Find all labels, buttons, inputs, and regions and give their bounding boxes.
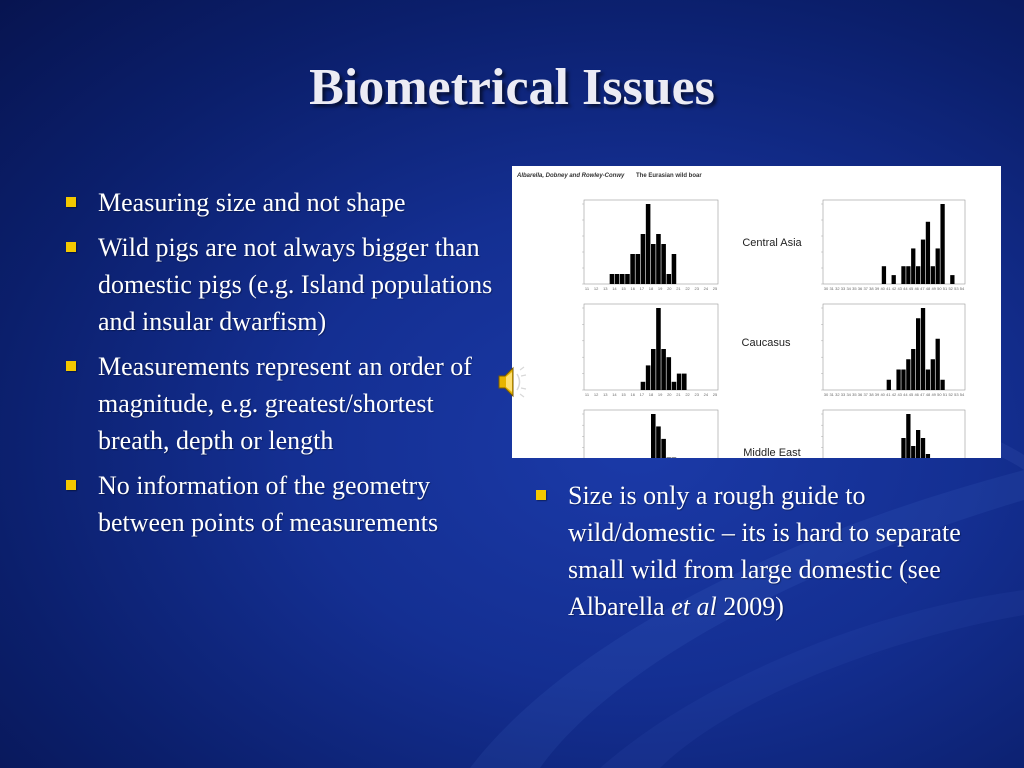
bullet-text-italic: et al <box>671 592 717 621</box>
bullet-item <box>530 477 970 625</box>
x-tick-label: 19 <box>657 286 663 291</box>
square-bullet-icon <box>66 197 76 207</box>
histogram-bar <box>916 266 920 284</box>
histogram-bar <box>916 430 920 458</box>
panel-frame <box>823 304 965 390</box>
histogram-bar <box>887 380 891 390</box>
x-tick-label: 39 <box>874 286 880 291</box>
x-tick-label: 38 <box>869 392 874 397</box>
x-tick-label: 50 <box>937 392 942 397</box>
x-tick-label: 44 <box>903 286 908 291</box>
x-tick-label: 13 <box>603 392 608 397</box>
x-tick-label: 35 <box>852 286 857 291</box>
histogram-panel-central-asia-right <box>821 200 965 291</box>
bullet-text: Measurements represent an order of magnitude, e.g. greatest/shortest breath, depth or length <box>98 352 472 455</box>
right-bullet-list <box>530 477 970 633</box>
histogram-bar <box>901 370 905 391</box>
x-tick-label: 36 <box>857 392 863 397</box>
x-tick-label: 38 <box>869 286 874 291</box>
histogram-bar <box>916 318 920 390</box>
x-tick-label: 40 <box>880 392 885 397</box>
x-tick-label: 34 <box>846 286 851 291</box>
histogram-bar <box>926 222 930 284</box>
histogram-bar <box>641 382 646 390</box>
histogram-panel-caucasus-left <box>582 304 718 397</box>
square-bullet-icon <box>66 361 76 371</box>
x-tick-label: 53 <box>954 392 959 397</box>
x-tick-label: 18 <box>648 286 654 291</box>
x-tick-label: 46 <box>914 286 919 291</box>
bullet-text-before: Size is only a rough guide to wild/domestic – its is hard to separate small wild from large domestic (see Albarella <box>568 481 961 621</box>
x-tick-label: 46 <box>914 392 919 397</box>
histogram-bar <box>677 374 682 390</box>
histogram-bar <box>615 274 620 284</box>
x-tick-label: 15 <box>621 286 626 291</box>
histogram-bar <box>661 349 666 390</box>
x-tick-label: 41 <box>886 392 891 397</box>
x-tick-label: 23 <box>694 392 699 397</box>
histogram-bar <box>896 370 900 391</box>
x-tick-label: 33 <box>840 392 846 397</box>
speaker-icon[interactable] <box>493 364 527 400</box>
x-tick-label: 24 <box>703 392 709 397</box>
x-tick-label: 43 <box>897 392 902 397</box>
panel-frame <box>823 410 965 458</box>
bullet-text: Measuring size and not shape <box>98 188 406 217</box>
x-tick-label: 21 <box>676 286 681 291</box>
x-tick-label: 32 <box>835 392 840 397</box>
histogram-bar <box>906 266 910 284</box>
square-bullet-icon <box>66 242 76 252</box>
x-tick-label: 30 <box>823 392 829 397</box>
x-tick-label: 20 <box>667 392 672 397</box>
x-tick-label: 44 <box>903 392 908 397</box>
histogram-bar <box>636 254 641 284</box>
x-tick-label: 31 <box>829 286 834 291</box>
x-tick-label: 45 <box>908 392 914 397</box>
x-tick-label: 47 <box>920 286 925 291</box>
x-tick-label: 49 <box>931 392 936 397</box>
slide-title: Biometrical Issues <box>309 59 715 116</box>
x-tick-label: 54 <box>959 286 965 291</box>
x-tick-label: 49 <box>931 286 936 291</box>
x-tick-label: 23 <box>694 286 699 291</box>
histogram-bar <box>921 240 925 284</box>
histogram-bar <box>921 308 925 390</box>
bullet-item <box>60 184 500 221</box>
x-tick-label: 16 <box>630 392 635 397</box>
figure-caption-title: The Eurasian wild boar <box>636 173 702 179</box>
bullet-text: Wild pigs are not always bigger than domestic pigs (e.g. Island populations and insular dwarfism) <box>98 233 493 336</box>
x-tick-label: 24 <box>703 286 709 291</box>
histogram-bar <box>646 204 651 284</box>
histogram-bar <box>926 370 930 391</box>
histogram-bar <box>892 275 896 284</box>
x-tick-label: 30 <box>823 286 829 291</box>
x-tick-label: 11 <box>584 392 590 397</box>
x-tick-label: 41 <box>886 286 891 291</box>
histogram-bar <box>667 357 672 390</box>
histogram-bar <box>651 349 656 390</box>
x-tick-label: 51 <box>942 286 948 291</box>
x-tick-label: 13 <box>603 286 608 291</box>
histogram-bar <box>940 380 944 390</box>
x-tick-label: 18 <box>648 392 654 397</box>
histogram-bar <box>641 234 646 284</box>
figure-caption-authors: Albarella, Dobney and Rowley-Conwy <box>517 173 625 179</box>
histogram-bar <box>911 248 915 284</box>
x-tick-label: 32 <box>835 286 840 291</box>
histogram-bar <box>906 414 910 458</box>
x-tick-label: 11 <box>584 286 590 291</box>
x-tick-label: 14 <box>612 392 617 397</box>
x-tick-label: 31 <box>829 392 834 397</box>
histogram-panel-central-asia-left <box>582 200 718 291</box>
bullet-text: No information of the geometry between points of measurements <box>98 471 439 537</box>
histogram-bar <box>682 374 687 390</box>
histogram-bar <box>901 438 905 458</box>
region-label-caucasus: Caucasus <box>741 337 791 349</box>
x-tick-label: 33 <box>840 286 846 291</box>
histogram-bar <box>672 254 677 284</box>
histogram-bar <box>911 446 915 458</box>
x-tick-label: 34 <box>846 392 851 397</box>
region-label-central-asia: Central Asia <box>742 237 802 249</box>
x-tick-label: 48 <box>925 286 931 291</box>
histogram-bar <box>656 234 661 284</box>
histogram-bar <box>931 266 935 284</box>
x-tick-label: 39 <box>874 392 880 397</box>
histogram-bar <box>901 266 905 284</box>
histogram-bar <box>936 339 940 390</box>
x-tick-label: 16 <box>630 286 635 291</box>
histogram-bar <box>931 359 935 390</box>
x-tick-label: 12 <box>593 286 599 291</box>
histogram-bar <box>950 275 954 284</box>
histogram-figure-svg <box>512 166 1001 458</box>
x-tick-label: 42 <box>891 286 897 291</box>
x-tick-label: 22 <box>685 286 690 291</box>
x-tick-label: 47 <box>920 392 925 397</box>
x-tick-label: 50 <box>937 286 942 291</box>
region-label-middle-east: Middle East <box>743 447 801 458</box>
x-tick-label: 25 <box>712 392 718 397</box>
x-tick-label: 14 <box>612 286 617 291</box>
histogram-bar <box>661 244 666 284</box>
histogram-bar <box>906 359 910 390</box>
histogram-figure-image <box>512 166 1001 458</box>
x-tick-label: 45 <box>908 286 914 291</box>
x-tick-label: 17 <box>639 286 645 291</box>
x-tick-label: 48 <box>925 392 931 397</box>
x-tick-label: 52 <box>948 392 953 397</box>
bullet-item <box>60 348 500 459</box>
histogram-bar <box>610 274 615 284</box>
x-tick-label: 25 <box>712 286 718 291</box>
x-tick-label: 17 <box>639 392 645 397</box>
histogram-bar <box>926 454 930 458</box>
histogram-panel-middle-east-left <box>582 410 718 458</box>
x-tick-label: 19 <box>657 392 663 397</box>
histogram-bar <box>651 414 656 458</box>
x-tick-label: 20 <box>667 286 672 291</box>
x-tick-label: 54 <box>959 392 965 397</box>
x-tick-label: 52 <box>948 286 953 291</box>
bullet-item <box>60 467 500 541</box>
histogram-bar <box>651 244 656 284</box>
x-tick-label: 37 <box>863 286 868 291</box>
x-tick-label: 21 <box>676 392 681 397</box>
x-tick-label: 36 <box>857 286 863 291</box>
square-bullet-icon <box>536 490 546 500</box>
histogram-bar <box>620 274 625 284</box>
x-tick-label: 42 <box>891 392 897 397</box>
x-tick-label: 35 <box>852 392 857 397</box>
x-tick-label: 37 <box>863 392 868 397</box>
histogram-panel-middle-east-right <box>821 410 965 458</box>
histogram-bar <box>936 248 940 284</box>
bullet-item <box>60 229 500 340</box>
histogram-bar <box>672 382 677 390</box>
x-tick-label: 12 <box>593 392 599 397</box>
histogram-bar <box>656 426 661 458</box>
histogram-panel-caucasus-right <box>821 304 965 397</box>
histogram-bar <box>911 349 915 390</box>
histogram-bar <box>656 308 661 390</box>
x-tick-label: 53 <box>954 286 959 291</box>
histogram-bar <box>625 274 630 284</box>
left-bullet-list <box>60 184 500 549</box>
bullet-text-after: 2009) <box>716 592 784 621</box>
histogram-bar <box>940 204 944 284</box>
x-tick-label: 22 <box>685 392 690 397</box>
histogram-bar <box>921 438 925 458</box>
x-tick-label: 51 <box>942 392 948 397</box>
histogram-bar <box>646 365 651 390</box>
histogram-bar <box>667 274 672 284</box>
square-bullet-icon <box>66 480 76 490</box>
histogram-bar <box>630 254 635 284</box>
x-tick-label: 15 <box>621 392 626 397</box>
histogram-bar <box>882 266 886 284</box>
x-tick-label: 43 <box>897 286 902 291</box>
histogram-bar <box>661 439 666 458</box>
x-tick-label: 40 <box>880 286 885 291</box>
